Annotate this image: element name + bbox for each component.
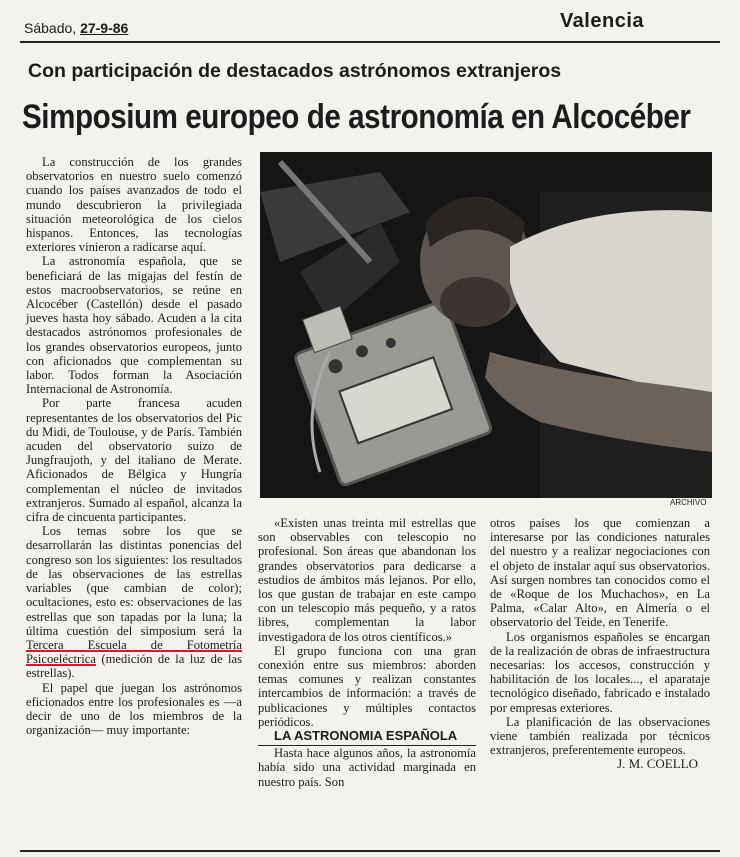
paragraph: El grupo funciona con una gran conexión entre sus miembros: aborden temas comunes y realizan constantes intercambios de información: a través de publicaciones y múltiples contactos periódicos. bbox=[258, 643, 476, 729]
issue-day: Sábado, bbox=[24, 20, 77, 36]
author-signature: J. M. COELLO bbox=[617, 756, 698, 772]
paragraph: La construcción de los grandes observatorios en nuestro suelo comenzó cuando los países avanzados de todo el mundo descubrieron la privilegiada situación meteorológica de los cielos hispanos. Entonces, las tecnologías exteriores vinieron a radicarse aquí. bbox=[26, 155, 242, 255]
paragraph: otros países los que comienzan a interesarse por las condiciones naturales del nuestro y a realizar negociaciones con el objeto de instalar aquí sus observatorios. Así surgen nombres tan conocidos como el de «Roque de los Muchachos», en La Palma, «Calar Alto», en Almería o el observatorio del Teide, en Tenerife. bbox=[490, 516, 710, 630]
footer-rule bbox=[20, 850, 720, 852]
issue-date bbox=[24, 20, 128, 36]
astronomer-with-photometer-illustration bbox=[260, 152, 712, 498]
section-subhead: LA ASTRONOMIA ESPAÑOLA bbox=[258, 729, 476, 746]
paragraph: La planificación de las observaciones viene también realizada por técnicos extranjeros, preferentemente europeos. bbox=[490, 714, 710, 758]
article-photo bbox=[260, 152, 712, 498]
header-rule bbox=[20, 41, 720, 43]
highlighted-phrase: Tercera Escuela de Fotometría Psicoeléctrica bbox=[26, 637, 242, 667]
paragraph-text: (medición de la luz de las estrellas). bbox=[26, 652, 242, 681]
paragraph: Hasta hace algunos años, la astronomía había sido una actividad marginada en nuestro país. Son bbox=[258, 746, 476, 789]
article-column-2 bbox=[258, 516, 476, 789]
paragraph bbox=[26, 524, 242, 680]
article-column-1 bbox=[26, 155, 242, 737]
paragraph: Por parte francesa acuden representantes de los observatorios del Pic du Midi, de Toulouse, y de París. También acuden del observatorio suizo de Jungfraujoth, y del italiano de Merate. Aficionados de Bélgica y Hungría complementan el núcleo de invitados extranjeros. Sumado al español, alcanza la cifra de cincuenta participantes. bbox=[26, 396, 242, 525]
photo-credit: ARCHIVO bbox=[670, 498, 707, 507]
paragraph: Los organismos españoles se encargan de la realización de obras de infraestructura necesarias: los accesos, construcción y habilitación de los locales..., el aparataje tecnológico diseñado, fabricado e instalado por empresas exteriores. bbox=[490, 629, 710, 715]
paragraph: La astronomía española, que se beneficiará de las migajas del festín de estos macroobservatorios, se reúne en Alcocéber (Castellón) desde el pasado jueves hasta hoy sábado. Acuden a la cita destacados astrónomos profesionales de los grandes observatorios europeos, junto con aficionados que complementan su labor. Todos forman la Asociación Internacional de Astronomía. bbox=[26, 254, 242, 397]
paragraph: El papel que juegan los astrónomos eficionados entre los profesionales es —a decir de uno de los miembros de la organización— muy importante: bbox=[26, 680, 242, 738]
headline: Simposium europeo de astronomía en Alcocéber bbox=[22, 98, 691, 136]
issue-date-value: 27-9-86 bbox=[80, 20, 129, 36]
paragraph: «Existen unas treinta mil estrellas que son observables con telescopio no profesional. Son áreas que abandonan los grandes observatorios para dedicarse a estudios de ámbitos más lejanos. Por ello, los que gustan de trabajar en este campo con un telescopio más pequeño, y a ratos libres, complementan la labor investigadora de los otros científicos.» bbox=[258, 516, 476, 644]
article-column-3 bbox=[490, 516, 710, 772]
kicker: Con participación de destacados astrónomos extranjeros bbox=[28, 60, 562, 82]
section-name: Valencia bbox=[559, 10, 644, 32]
paragraph-text: Los temas sobre los que se desarrollarán las distintas ponencias del congreso son los siguientes: los resultados de las observaciones de las estrellas variables (que cambian de color); ocultaciones, esto es: observaciones de las estrellas que son tapadas por la luna; la última cuestión del simposium será la bbox=[26, 524, 242, 638]
